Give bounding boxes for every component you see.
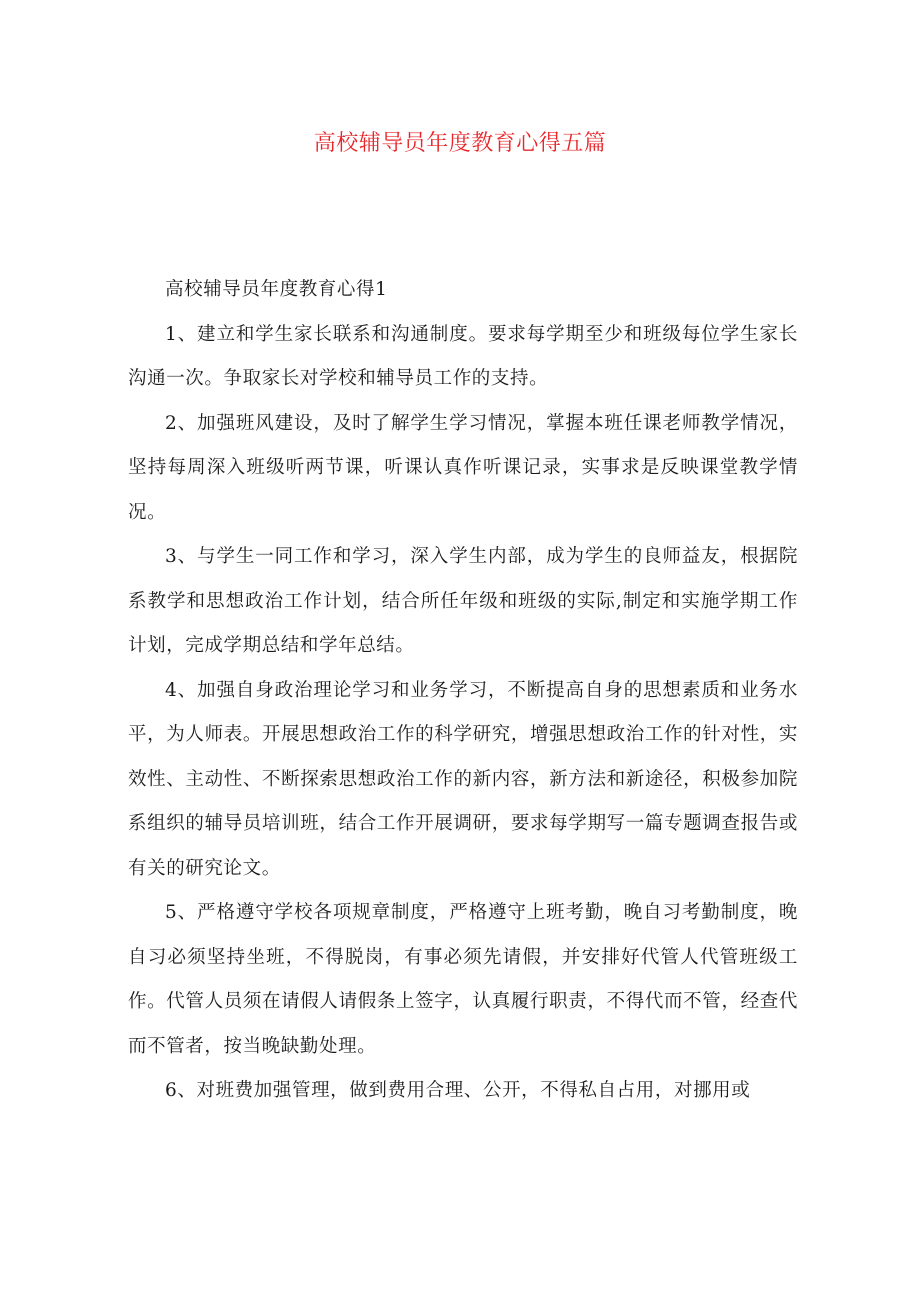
paragraph-5: 5、严格遵守学校各项规章制度，严格遵守上班考勤，晚自习考勤制度，晚自习必须坚持坐班，不得脱岗，有事必须先请假，并安排好代管人代管班级工作。代管人员须在请假人请假条上签字，认真履行职责，不得代而不管，经查代而不管者，按当晚缺勤处理。 xyxy=(128,902,798,1057)
paragraph-6: 6、对班费加强管理，做到费用合理、公开，不得私自占用，对挪用或 xyxy=(165,1080,751,1101)
paragraph-4: 4、加强自身政治理论学习和业务学习，不断提高自身的思想素质和业务水平，为人师表。开展思想政治工作的科学研究，增强思想政治工作的针对性，实效性、主动性、不断探索思想政治工作的新内容，新方法和新途径，积极参加院系组织的辅导员培训班，结合工作开展调研，要求每学期写一篇专题调查报告或有关的研究论文。 xyxy=(128,679,798,879)
paragraph-2: 2、加强班风建设，及时了解学生学习情况，掌握本班任课老师教学情况，坚持每周深入班级听两节课，听课认真作听课记录，实事求是反映课堂教学情况。 xyxy=(128,412,798,523)
paragraph-1: 1、建立和学生家长联系和沟通制度。要求每学期至少和班级每位学生家长沟通一次。争取家长对学校和辅导员工作的支持。 xyxy=(128,323,798,389)
section-heading: 高校辅导员年度教育心得1 xyxy=(165,279,388,300)
document-title: 高校辅导员年度教育心得五篇 xyxy=(313,131,607,156)
document-body xyxy=(128,268,798,1114)
paragraph-3: 3、与学生一同工作和学习，深入学生内部，成为学生的良师益友，根据院系教学和思想政治工作计划，结合所任年级和班级的实际,制定和实施学期工作计划，完成学期总结和学年总结。 xyxy=(128,546,798,656)
